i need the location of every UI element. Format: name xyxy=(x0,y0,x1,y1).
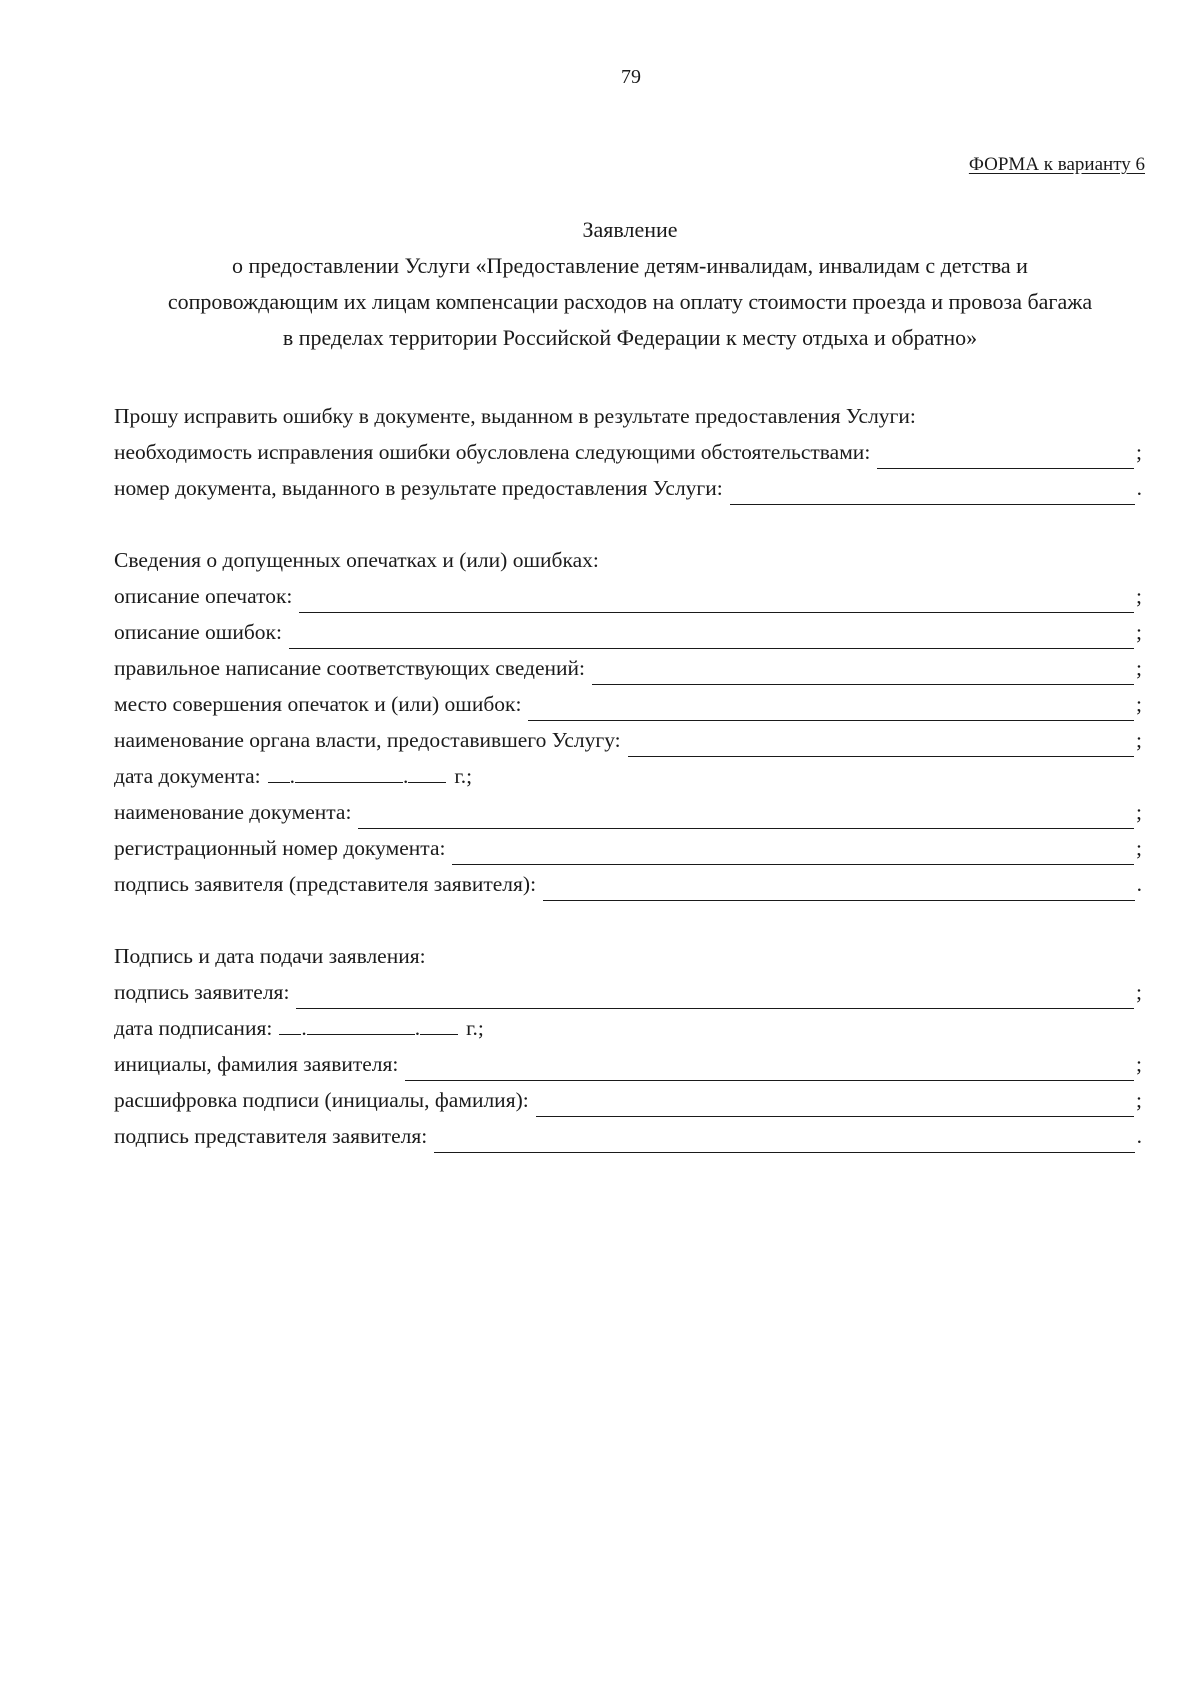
title-heading: Заявление xyxy=(582,217,678,242)
typos-row xyxy=(114,578,1142,614)
rep-signature-field[interactable] xyxy=(434,1132,1134,1153)
initials-label: инициалы, фамилия заявителя: xyxy=(114,1052,399,1076)
decode-label: расшифровка подписи (инициалы, фамилия): xyxy=(114,1088,529,1112)
docnum-end: . xyxy=(1136,476,1142,500)
authority-label: наименование органа власти, предоставившего Услугу: xyxy=(114,728,621,752)
typos-field[interactable] xyxy=(299,592,1134,613)
decode-end: ; xyxy=(1136,1088,1142,1112)
decode-row xyxy=(114,1082,1142,1118)
mistakes-row xyxy=(114,614,1142,650)
document-title xyxy=(110,212,1150,356)
errors-signature-field[interactable] xyxy=(543,880,1135,901)
initials-row xyxy=(114,1046,1142,1082)
rep-signature-row xyxy=(114,1118,1142,1154)
form-reference: ФОРМА к варианту 6 xyxy=(968,154,1145,175)
regnum-field[interactable] xyxy=(452,844,1134,865)
doc-date-suffix: г.; xyxy=(454,764,473,788)
sub-signature-label: подпись заявителя: xyxy=(114,980,290,1004)
sign-date-day[interactable] xyxy=(279,1016,301,1035)
errors-heading: Сведения о допущенных опечатках и (или) ошибках: xyxy=(114,548,599,572)
title-line-3: в пределах территории Российской Федерации к месту отдыха и обратно» xyxy=(282,325,978,350)
request-section xyxy=(114,398,1142,506)
initials-field[interactable] xyxy=(405,1060,1134,1081)
errors-signature-row xyxy=(114,866,1142,902)
authority-field[interactable] xyxy=(628,736,1134,757)
docnum-field[interactable] xyxy=(730,484,1135,505)
correct-row xyxy=(114,650,1142,686)
place-row xyxy=(114,686,1142,722)
docnum-row xyxy=(114,470,1142,506)
request-intro-text: Прошу исправить ошибку в документе, выданном в результате предоставления Услуги: xyxy=(114,404,916,428)
docname-end: ; xyxy=(1136,800,1142,824)
title-line-1: о предоставлении Услуги «Предоставление детям-инвалидам, инвалидам с детства и xyxy=(232,253,1028,278)
place-end: ; xyxy=(1136,692,1142,716)
reason-end: ; xyxy=(1136,440,1142,464)
initials-end: ; xyxy=(1136,1052,1142,1076)
sign-date-year[interactable] xyxy=(420,1016,458,1035)
errors-section xyxy=(114,542,1142,902)
sub-signature-end: ; xyxy=(1136,980,1142,1004)
doc-date-label: дата документа: xyxy=(114,764,261,788)
sign-date-field[interactable]: . . xyxy=(279,1010,458,1046)
doc-date-row xyxy=(114,758,1142,794)
regnum-row xyxy=(114,830,1142,866)
regnum-label: регистрационный номер документа: xyxy=(114,836,446,860)
reason-row xyxy=(114,434,1142,470)
submission-heading: Подпись и дата подачи заявления: xyxy=(114,944,426,968)
doc-date-field[interactable]: . . xyxy=(268,758,447,794)
page-number: 79 xyxy=(621,66,641,88)
errors-heading-row xyxy=(114,542,1142,578)
rep-signature-label: подпись представителя заявителя: xyxy=(114,1124,428,1148)
sub-signature-field[interactable] xyxy=(296,988,1134,1009)
sign-date-month[interactable] xyxy=(307,1016,415,1035)
mistakes-end: ; xyxy=(1136,620,1142,644)
authority-end: ; xyxy=(1136,728,1142,752)
request-intro xyxy=(114,398,1142,434)
errors-signature-label: подпись заявителя (представителя заявителя): xyxy=(114,872,537,896)
doc-date-day[interactable] xyxy=(268,764,290,783)
place-label: место совершения опечаток и (или) ошибок: xyxy=(114,692,522,716)
decode-field[interactable] xyxy=(536,1096,1134,1117)
docname-row xyxy=(114,794,1142,830)
reason-label: необходимость исправления ошибки обусловлена следующими обстоятельствами: xyxy=(114,440,871,464)
correct-label: правильное написание соответствующих сведений: xyxy=(114,656,586,680)
typos-label: описание опечаток: xyxy=(114,584,293,608)
title-line-2: сопровождающим их лицам компенсации расходов на оплату стоимости проезда и провоза багажа xyxy=(167,289,1093,314)
docname-label: наименование документа: xyxy=(114,800,352,824)
submission-heading-row xyxy=(114,938,1142,974)
mistakes-field[interactable] xyxy=(289,628,1134,649)
doc-date-month[interactable] xyxy=(295,764,403,783)
correct-field[interactable] xyxy=(592,664,1134,685)
errors-signature-end: . xyxy=(1136,872,1142,896)
doc-date-year[interactable] xyxy=(408,764,446,783)
rep-signature-end: . xyxy=(1136,1124,1142,1148)
sub-signature-row xyxy=(114,974,1142,1010)
sign-date-label: дата подписания: xyxy=(114,1016,273,1040)
docnum-label: номер документа, выданного в результате предоставления Услуги: xyxy=(114,476,723,500)
mistakes-label: описание ошибок: xyxy=(114,620,282,644)
regnum-end: ; xyxy=(1136,836,1142,860)
reason-field[interactable] xyxy=(877,448,1134,469)
docname-field[interactable] xyxy=(358,808,1134,829)
typos-end: ; xyxy=(1136,584,1142,608)
sign-date-row xyxy=(114,1010,1142,1046)
correct-end: ; xyxy=(1136,656,1142,680)
place-field[interactable] xyxy=(528,700,1134,721)
authority-row xyxy=(114,722,1142,758)
sign-date-suffix: г.; xyxy=(466,1016,484,1040)
submission-section xyxy=(114,938,1142,1154)
